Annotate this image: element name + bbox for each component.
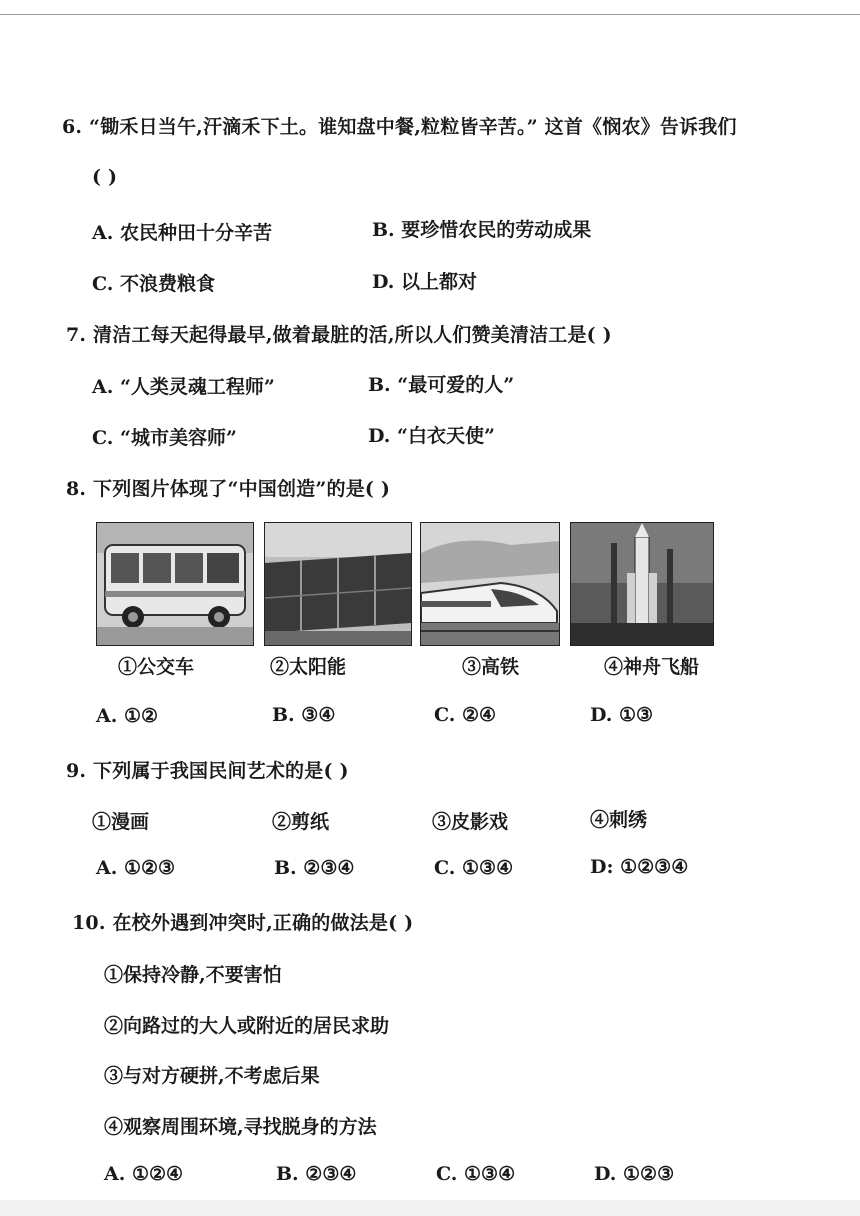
q9-option-c: C. ①③④	[434, 857, 514, 879]
q6-answer-blank: ( )	[92, 166, 118, 188]
q9-option-b: B. ②③④	[274, 857, 355, 879]
q8-option-a: A. ①②	[96, 705, 159, 727]
q9-option-a: A. ①②③	[96, 857, 176, 879]
bottom-band	[0, 1200, 860, 1216]
q7-option-b: B. “最可爱的人”	[368, 374, 515, 396]
q10-option-c: C. ①③④	[436, 1163, 516, 1185]
q8-option-d: D. ①③	[590, 704, 654, 726]
q9-option-d: D: ①②③④	[590, 856, 689, 878]
q10-option-b: B. ②③④	[276, 1163, 357, 1185]
q8-option-c: C. ②④	[434, 704, 497, 726]
q6-option-c: C. 不浪费粮食	[92, 273, 216, 295]
q10-option-d: D. ①②③	[594, 1163, 675, 1185]
high-speed-train-photo	[420, 522, 560, 646]
q9-item-3: ③皮影戏	[432, 811, 509, 833]
q9-stem: 9. 下列属于我国民间艺术的是( )	[66, 760, 349, 782]
image-caption-spacecraft: ④神舟飞船	[604, 656, 700, 678]
q10-option-a: A. ①②④	[104, 1163, 184, 1185]
q9-item-1: ①漫画	[92, 811, 150, 833]
q10-item-1: ①保持冷静,不要害怕	[104, 964, 282, 986]
image-caption-train: ③高铁	[462, 656, 520, 678]
q6-option-b: B. 要珍惜农民的劳动成果	[372, 219, 592, 241]
image-caption-solar: ②太阳能	[270, 656, 347, 678]
q7-option-a: A. “人类灵魂工程师”	[92, 376, 275, 398]
q6-stem: 6. “锄禾日当午,汗滴禾下土。谁知盘中餐,粒粒皆辛苦。” 这首《悯农》告诉我们	[62, 116, 737, 138]
q7-option-c: C. “城市美容师”	[92, 427, 237, 449]
q8-option-b: B. ③④	[272, 704, 336, 726]
q10-item-2: ②向路过的大人或附近的居民求助	[104, 1015, 390, 1037]
top-rule	[0, 14, 860, 15]
q10-stem: 10. 在校外遇到冲突时,正确的做法是( )	[72, 912, 414, 934]
shenzhou-spacecraft-photo	[570, 522, 714, 646]
q10-item-3: ③与对方硬拼,不考虑后果	[104, 1065, 320, 1087]
q7-stem: 7. 清洁工每天起得最早,做着最脏的活,所以人们赞美清洁工是( )	[66, 324, 612, 346]
bus-photo	[96, 522, 254, 646]
q8-stem: 8. 下列图片体现了“中国创造”的是( )	[66, 478, 391, 500]
q6-option-a: A. 农民种田十分辛苦	[92, 222, 272, 244]
solar-panel-photo	[264, 522, 412, 646]
q7-option-d: D. “白衣天使”	[368, 425, 495, 447]
q9-item-4: ④刺绣	[590, 809, 648, 831]
image-caption-bus: ①公交车	[118, 656, 195, 678]
q6-option-d: D. 以上都对	[372, 271, 478, 293]
q10-item-4: ④观察周围环境,寻找脱身的方法	[104, 1116, 377, 1138]
q9-item-2: ②剪纸	[272, 811, 330, 833]
